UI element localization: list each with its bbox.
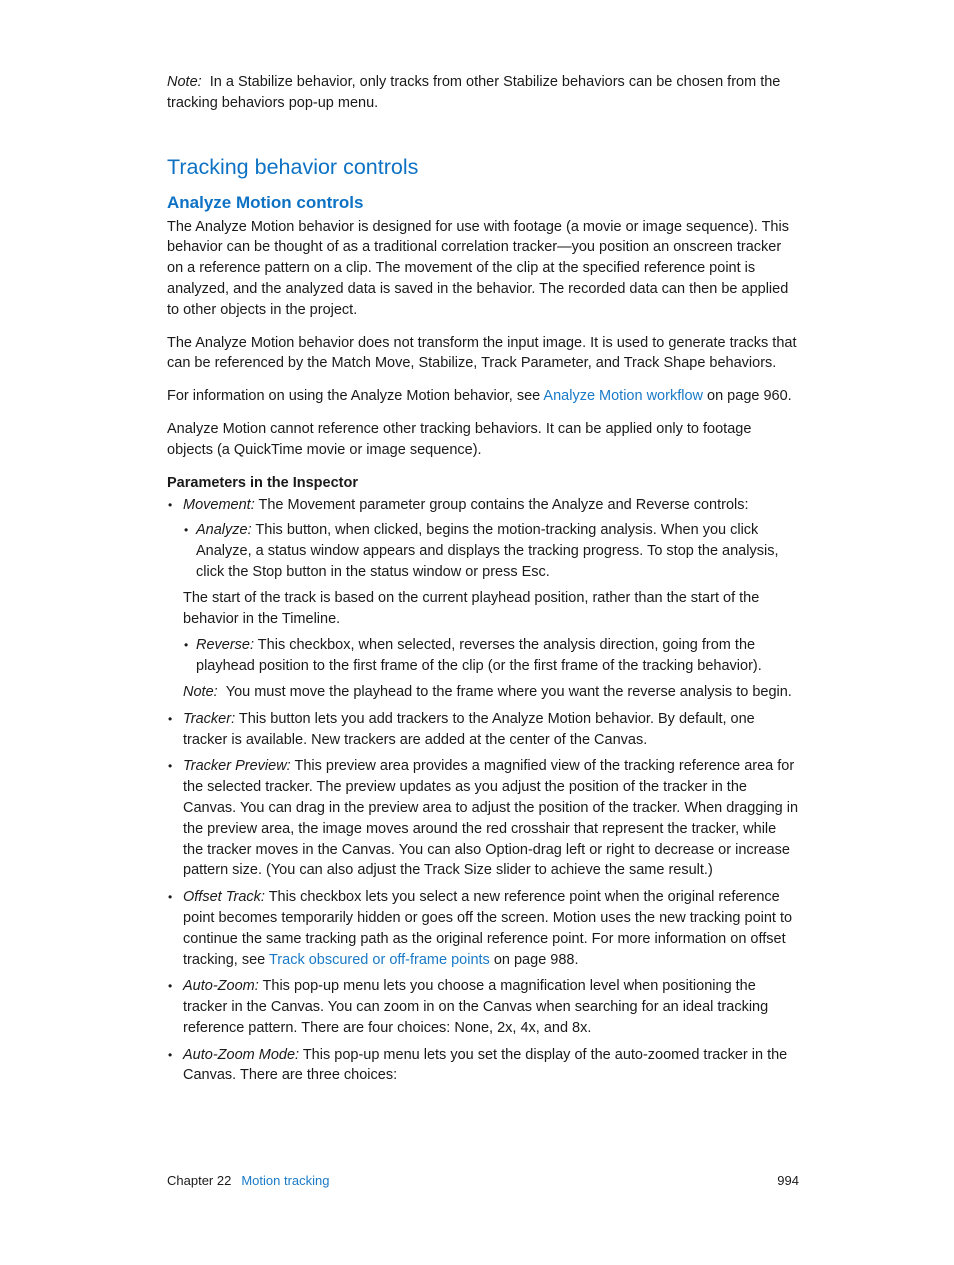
analyze-text: This button, when clicked, begins the motion-tracking analysis. When you click Analyze, a status window appears and displays the tracking progress. To stop the analysis, click the Stop button in the status window or press Esc. xyxy=(196,522,779,580)
reverse-label: Reverse: xyxy=(196,637,255,654)
list-item-reverse xyxy=(183,635,799,677)
list-item-tracker-preview xyxy=(167,756,799,881)
footer-chapter-link[interactable]: Motion tracking xyxy=(241,1173,330,1188)
list-item-movement xyxy=(167,495,799,703)
movement-text: The Movement parameter group contains the Analyze and Reverse controls: xyxy=(254,496,749,513)
reverse-note xyxy=(183,682,799,703)
footer-chapter: Chapter 22 xyxy=(167,1173,232,1188)
playhead-paragraph: The start of the track is based on the current playhead position, rather than the start of the behavior in the Timeline. xyxy=(183,589,760,627)
intro-paragraph: The Analyze Motion behavior is designed for use with footage (a movie or image sequence). This behavior can be thought of as a traditional correlation tracker—you position an onscreen tracker on a reference pattern on a clip. The movement of the clip at the specified reference point is analyzed, and the analyzed data is saved in the behavior. The recorded data can then be applied to other objects in the project. xyxy=(167,218,789,318)
list-item-offset-track xyxy=(167,887,799,970)
reference-paragraph: Analyze Motion cannot reference other tracking behaviors. It can be applied only to footage objects (a QuickTime movie or image sequence). xyxy=(167,420,752,458)
subsection-title: Analyze Motion controls xyxy=(167,192,364,212)
list-item-auto-zoom-mode xyxy=(167,1045,799,1087)
note-label: Note: xyxy=(167,74,202,90)
note-stabilize xyxy=(167,72,799,114)
page-footer xyxy=(167,1172,799,1190)
analyze-motion-workflow-link[interactable]: Analyze Motion workflow xyxy=(543,388,703,405)
list-item-auto-zoom xyxy=(167,976,799,1038)
tracker-preview-label: Tracker Preview: xyxy=(183,758,291,775)
auto-zoom-text: This pop-up menu lets you choose a magnification level when positioning the tracker in the Canvas. You can zoom in on the Canvas when searching for an ideal tracking reference pattern. There are four choices: None, 2x, 4x, and 8x. xyxy=(183,978,769,1036)
reverse-sublist xyxy=(183,635,799,677)
parameters-heading: Parameters in the Inspector xyxy=(167,474,358,491)
workflow-after: on page 960. xyxy=(703,388,792,405)
list-item-tracker xyxy=(167,709,799,751)
note-text: In a Stabilize behavior, only tracks from other Stabilize behaviors can be chosen from the tracking behaviors pop-up menu. xyxy=(167,74,781,111)
note-text: You must move the playhead to the frame where you want the reverse analysis to begin. xyxy=(225,683,792,700)
offset-track-text: This checkbox lets you select a new reference point when the original reference point becomes temporarily hidden or goes off the screen. Motion uses the new tracking point to continue the same tracking path as the original reference point. For more information on offset tracking, see xyxy=(183,889,793,968)
movement-sublist xyxy=(183,520,799,582)
auto-zoom-mode-text: This pop-up menu lets you set the display of the auto-zoomed tracker in the Canvas. There are three choices: xyxy=(183,1046,788,1084)
reverse-text: This checkbox, when selected, reverses the analysis direction, going from the playhead position to the first frame of the clip (or the first frame of the tracking behavior). xyxy=(196,637,762,675)
auto-zoom-mode-label: Auto-Zoom Mode: xyxy=(183,1046,300,1063)
transform-paragraph: The Analyze Motion behavior does not transform the input image. It is used to generate tracks that can be referenced by the Match Move, Stabilize, Track Parameter, and Track Shape behaviors. xyxy=(167,334,797,372)
offset-track-after: on page 988. xyxy=(489,951,579,968)
workflow-paragraph xyxy=(167,386,799,407)
page-number: 994 xyxy=(777,1173,799,1188)
offset-track-label: Offset Track: xyxy=(183,889,265,906)
tracker-label: Tracker: xyxy=(183,710,236,727)
page-body xyxy=(167,72,799,1092)
note-label: Note: xyxy=(183,683,218,700)
section-title: Tracking behavior controls xyxy=(167,154,419,179)
workflow-text: For information on using the Analyze Motion behavior, see xyxy=(167,388,544,405)
movement-label: Movement: xyxy=(183,496,255,513)
list-item-analyze xyxy=(183,520,799,582)
analyze-label: Analyze: xyxy=(196,522,252,539)
tracker-preview-text: This preview area provides a magnified view of the tracking reference area for the selected tracker. The preview updates as you adjust the position of the tracker in the Canvas. You can drag in the preview area to adjust the position of the tracker. When dragging in the preview area, the image moves around the red crosshair that represent the tracker, while the tracker moves in the Canvas. You can also Option-drag left or right to decrease or increase pattern size. (You can also adjust the Track Size slider to achieve the same result.) xyxy=(183,758,799,879)
track-obscured-link[interactable]: Track obscured or off-frame points xyxy=(268,951,490,968)
auto-zoom-label: Auto-Zoom: xyxy=(183,978,259,995)
tracker-text: This button lets you add trackers to the Analyze Motion behavior. By default, one tracker is available. New trackers are added at the center of the Canvas. xyxy=(183,710,755,748)
parameter-list xyxy=(167,495,799,1087)
